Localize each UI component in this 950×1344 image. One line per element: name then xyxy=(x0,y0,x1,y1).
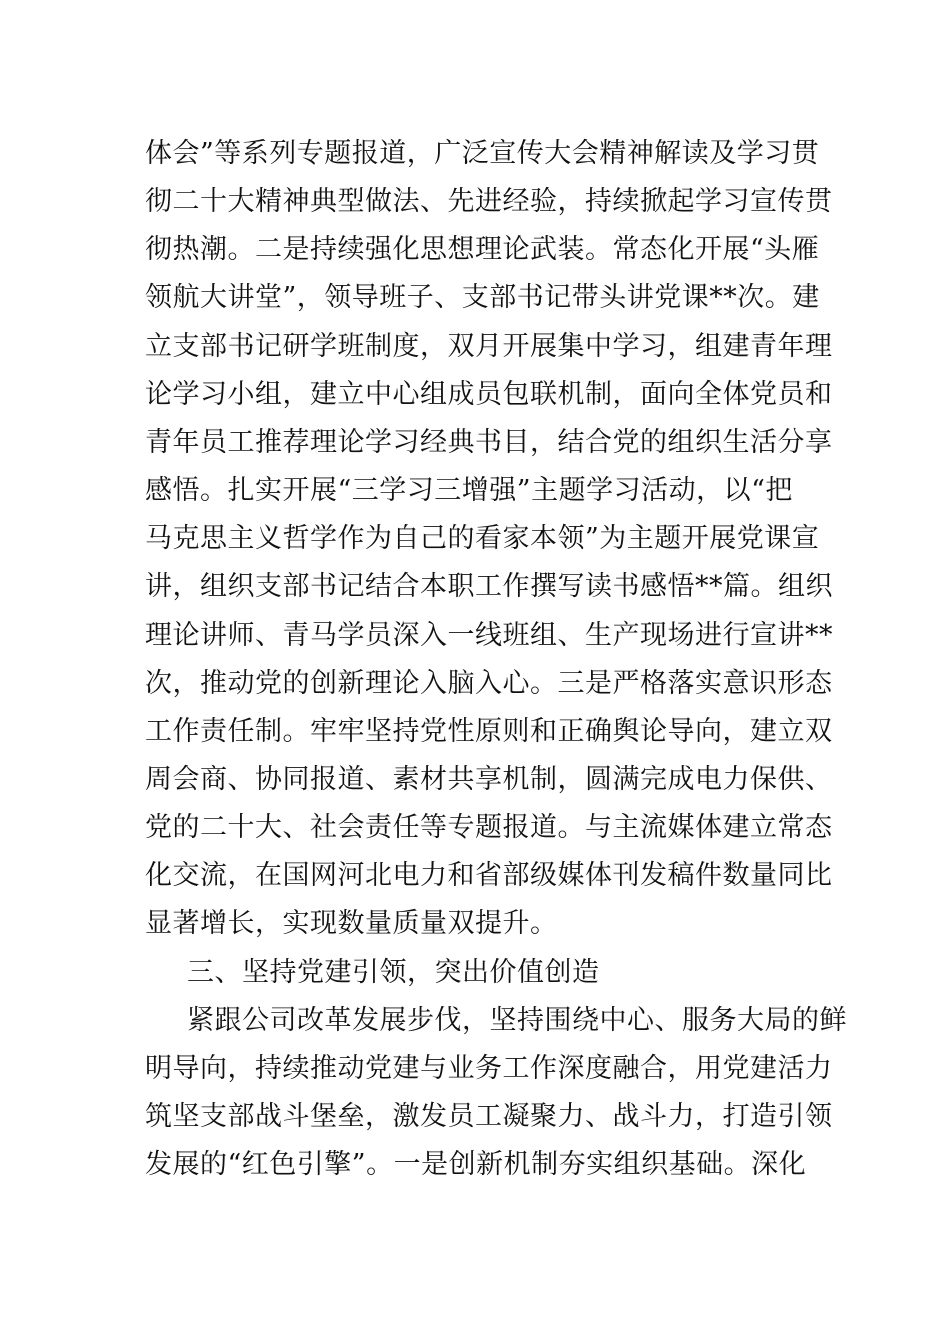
text-line: 讲，组织支部书记结合本职工作撰写读书感悟**篇。组织 xyxy=(145,571,833,602)
text-line: 领航大讲堂”，领导班子、支部书记带头讲党课**次。建 xyxy=(145,282,820,313)
text-line: 青年员工推荐理论学习经典书目，结合党的组织生活分享 xyxy=(145,427,833,458)
text-line: 彻二十大精神典型做法、先进经验，持续掀起学习宣传贯 xyxy=(145,186,833,217)
section-heading: 三、坚持党建引领，突出价值创造 xyxy=(187,957,600,988)
text-line: 立支部书记研学班制度，双月开展集中学习，组建青年理 xyxy=(145,331,833,362)
text-line: 马克思主义哲学作为自己的看家本领”为主题开展党课宣 xyxy=(145,523,820,554)
text-line: 显著增长，实现数量质量双提升。 xyxy=(145,908,558,939)
text-line: 党的二十大、社会责任等专题报道。与主流媒体建立常态 xyxy=(145,812,833,843)
text-line: 筑坚支部战斗堡垒，激发员工凝聚力、战斗力，打造引领 xyxy=(145,1101,833,1132)
text-line: 论学习小组，建立中心组成员包联机制，面向全体党员和 xyxy=(145,379,833,410)
text-line: 次，推动党的创新理论入脑入心。三是严格落实意识形态 xyxy=(145,668,833,699)
text-line: 彻热潮。二是持续强化思想理论武装。常态化开展“头雁 xyxy=(145,234,820,265)
text-line: 发展的“红色引擎”。一是创新机制夯实组织基础。深化 xyxy=(145,1149,807,1180)
text-line: 紧跟公司改革发展步伐，坚持围绕中心、服务大局的鲜 xyxy=(187,1005,847,1036)
text-line: 感悟。扎实开展“三学习三增强”主题学习活动，以“把 xyxy=(145,475,793,506)
text-line: 理论讲师、青马学员深入一线班组、生产现场进行宣讲** xyxy=(145,620,833,651)
text-line: 明导向，持续推动党建与业务工作深度融合，用党建活力 xyxy=(145,1053,833,1084)
text-line: 体会”等系列专题报道，广泛宣传大会精神解读及学习贯 xyxy=(145,138,820,169)
text-line: 工作责任制。牢牢坚持党性原则和正确舆论导向，建立双 xyxy=(145,716,833,747)
text-line: 周会商、协同报道、素材共享机制，圆满完成电力保供、 xyxy=(145,764,833,795)
text-line: 化交流，在国网河北电力和省部级媒体刊发稿件数量同比 xyxy=(145,860,833,891)
